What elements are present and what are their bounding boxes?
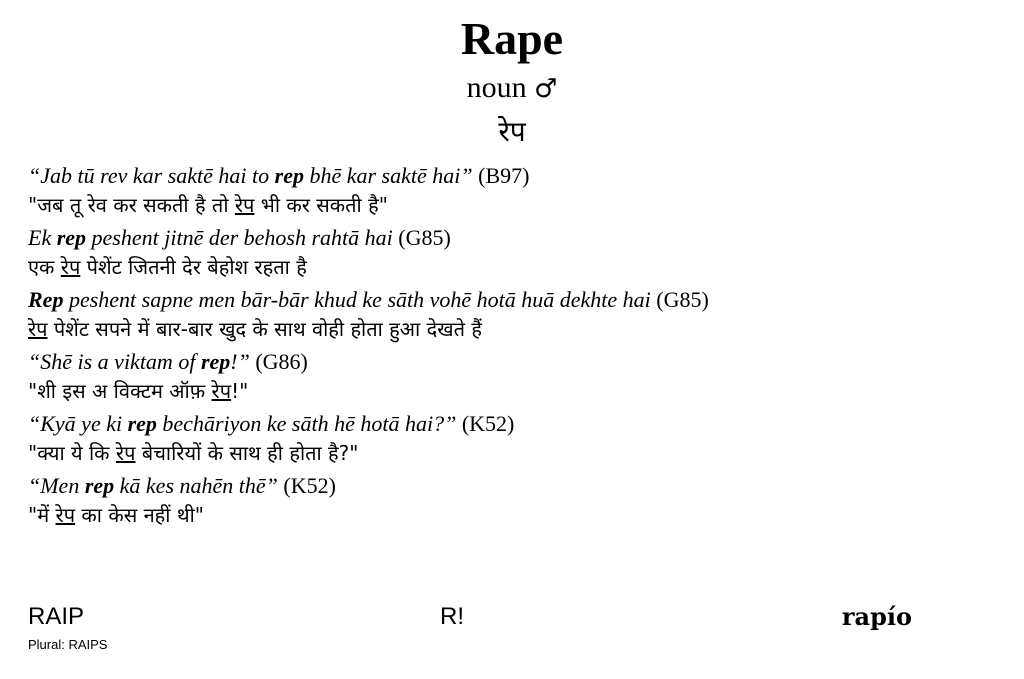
- hindi-text: एक: [28, 255, 61, 279]
- hindi-line: [28, 376, 1008, 406]
- hindi-text: पेशेंट जितनी देर बेहोश रहता है: [80, 255, 307, 279]
- example-item: [28, 472, 1008, 530]
- example-item: [28, 162, 1008, 220]
- translit-text: “Shē is a viktam of: [28, 349, 201, 374]
- related-word-r: R!: [440, 603, 464, 630]
- hindi-line: [28, 190, 1008, 220]
- source-code: (G86): [255, 349, 308, 374]
- source-code: (K52): [283, 473, 336, 498]
- translit-keyword: rep: [84, 473, 115, 498]
- hindi-keyword: रेप: [211, 379, 232, 403]
- hindi-text: "क्या ये कि: [28, 441, 116, 465]
- source-code: (B97): [478, 163, 530, 188]
- related-word-raip: RAIP: [28, 603, 85, 630]
- hindi-keyword: रेप: [115, 441, 136, 465]
- hindi-text: "शी इस अ विक्टम ऑफ़: [28, 379, 212, 403]
- male-gender-icon: ♂: [534, 74, 558, 104]
- translit-keyword: rep: [127, 411, 157, 436]
- hindi-line: [28, 438, 1008, 468]
- related-word-rapio: rapío: [841, 602, 912, 631]
- example-item: [28, 224, 1008, 282]
- translit-text: Ek: [28, 225, 57, 250]
- hindi-text: बेचारियों के साथ ही होता है?": [135, 441, 359, 465]
- translit-text: bechāriyon ke sāth hē hotā hai?”: [156, 411, 457, 436]
- source-code: (G85): [398, 225, 451, 250]
- hindi-text: का केस नहीं थी": [75, 503, 204, 527]
- translit-text: peshent jitnē der behosh rahtā hai: [86, 225, 393, 250]
- transliteration-line: [28, 348, 1008, 376]
- translit-keyword: Rep: [28, 287, 64, 312]
- hindi-keyword: रेप: [60, 255, 81, 279]
- headword: Rape: [460, 13, 564, 64]
- transliteration-line: [28, 286, 1008, 314]
- source-code: (K52): [461, 411, 515, 436]
- hindi-text: !": [231, 379, 249, 403]
- hindi-text: "में: [28, 503, 56, 527]
- example-item: [28, 348, 1008, 406]
- devanagari-headword: रेप: [498, 115, 526, 148]
- footer-left: [28, 602, 107, 654]
- transliteration-line: [28, 410, 1008, 438]
- example-item: [28, 286, 1008, 344]
- translit-text: bhē kar saktē hai”: [303, 163, 473, 188]
- hindi-keyword: रेप: [28, 317, 48, 341]
- translit-keyword: rep: [274, 163, 304, 188]
- translit-keyword: rep: [200, 349, 231, 374]
- source-code: (G85): [656, 287, 709, 312]
- hindi-line: [28, 314, 1008, 344]
- pos-label: noun: [466, 71, 527, 104]
- translit-keyword: rep: [56, 225, 87, 250]
- hindi-text: भी कर सकती है": [254, 193, 388, 217]
- part-of-speech: [0, 70, 1024, 107]
- translit-text: !”: [230, 349, 250, 374]
- example-list: [28, 162, 1008, 534]
- translit-text: “Jab tū rev kar saktē hai to: [28, 163, 275, 188]
- plural-note: Plural: RAIPS: [28, 637, 108, 652]
- hindi-keyword: रेप: [55, 503, 76, 527]
- translit-text: “Kyā ye ki: [28, 411, 128, 436]
- transliteration-line: [28, 224, 1008, 252]
- translit-text: peshent sapne men bār-bār khud ke sāth vohē hotā huā dekhte hai: [63, 287, 651, 312]
- hindi-line: [28, 252, 1008, 282]
- hindi-line: [28, 500, 1008, 530]
- example-item: [28, 410, 1008, 468]
- translit-text: kā kes nahēn thē”: [114, 473, 278, 498]
- hindi-keyword: रेप: [234, 193, 255, 217]
- translit-text: “Men: [28, 473, 85, 498]
- hindi-text: "जब तू रेव कर सकती है तो: [28, 193, 235, 217]
- hindi-text: पेशेंट सपने में बार-बार खुद के साथ वोही होता हुआ देखते हैं: [47, 317, 482, 341]
- transliteration-line: [28, 472, 1008, 500]
- transliteration-line: [28, 162, 1008, 190]
